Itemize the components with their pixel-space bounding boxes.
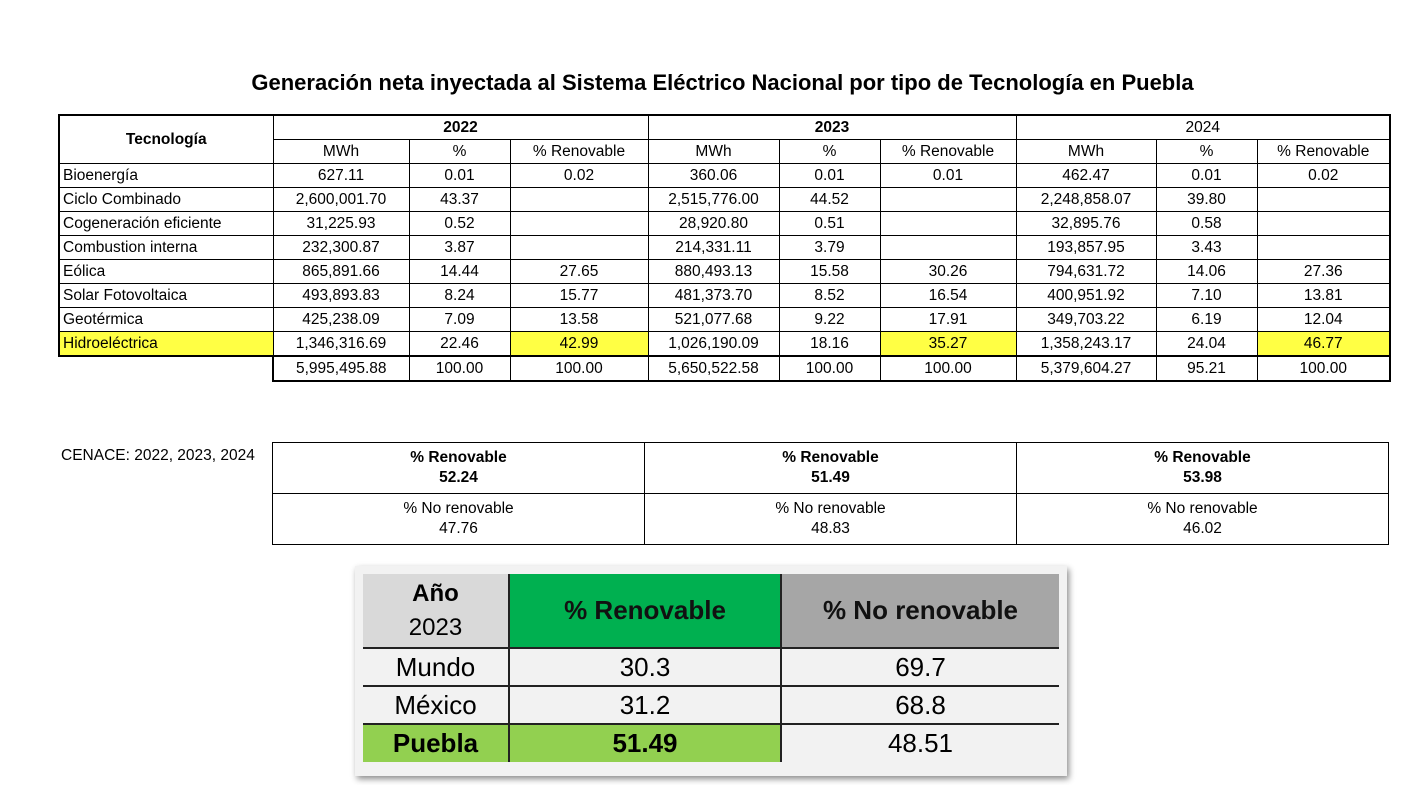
- table-cell: 22.46: [409, 332, 510, 357]
- table-cell: [880, 188, 1016, 212]
- table-cell: 18.16: [779, 332, 880, 357]
- total-cell: 100.00: [779, 356, 880, 381]
- comparison-image: [355, 566, 1067, 776]
- table-cell: 24.04: [1156, 332, 1257, 357]
- tech-name: Solar Fotovoltaica: [59, 284, 273, 308]
- table-cell: [510, 188, 648, 212]
- table-cell: 8.52: [779, 284, 880, 308]
- table-cell: [510, 212, 648, 236]
- table-cell: [1257, 236, 1390, 260]
- year-header-2024: 2024: [1016, 115, 1390, 140]
- table-row: [59, 284, 1390, 308]
- table-cell: 7.10: [1156, 284, 1257, 308]
- table-cell: 9.22: [779, 308, 880, 332]
- tech-name: Cogeneración eficiente: [59, 212, 273, 236]
- place-label: México: [363, 686, 509, 724]
- table-cell: 214,331.11: [648, 236, 779, 260]
- table-cell: 232,300.87: [273, 236, 409, 260]
- table-cell: 27.36: [1257, 260, 1390, 284]
- totals-row: [59, 356, 1390, 381]
- total-cell: 100.00: [1257, 356, 1390, 381]
- table-cell: 360.06: [648, 164, 779, 188]
- renewable-summary-table: [272, 442, 1389, 545]
- table-cell: [880, 212, 1016, 236]
- table-row: [59, 308, 1390, 332]
- table-cell: 16.54: [880, 284, 1016, 308]
- subheader-mwh: MWh: [648, 140, 779, 164]
- table-row: [59, 164, 1390, 188]
- table-cell: 1,026,190.09: [648, 332, 779, 357]
- page-title: Generación neta inyectada al Sistema Eléctrico Nacional por tipo de Tecnología en Puebla: [251, 70, 1194, 95]
- total-cell: 100.00: [409, 356, 510, 381]
- summary-no-renovable-2024: % No renovable 46.02: [1017, 494, 1389, 545]
- tech-name: Eólica: [59, 260, 273, 284]
- table-cell: 2,248,858.07: [1016, 188, 1156, 212]
- table-cell: [510, 236, 648, 260]
- summary-renovable-2024: % Renovable 53.98: [1017, 443, 1389, 494]
- table-cell: 865,891.66: [273, 260, 409, 284]
- table-cell: 627.11: [273, 164, 409, 188]
- table-cell: 0.52: [409, 212, 510, 236]
- place-label-puebla: Puebla: [363, 724, 509, 762]
- subheader-percent: %: [1156, 140, 1257, 164]
- table-row: [59, 236, 1390, 260]
- table-cell: 46.77: [1257, 332, 1390, 357]
- total-cell: 100.00: [510, 356, 648, 381]
- tech-name: Combustion interna: [59, 236, 273, 260]
- subheader-renovable: % Renovable: [510, 140, 648, 164]
- tech-name: Bioenergía: [59, 164, 273, 188]
- table-cell: 30.26: [880, 260, 1016, 284]
- table-cell: 425,238.09: [273, 308, 409, 332]
- table-row: [59, 212, 1390, 236]
- table-cell: 349,703.22: [1016, 308, 1156, 332]
- total-cell: 5,379,604.27: [1016, 356, 1156, 381]
- subheader-mwh: MWh: [273, 140, 409, 164]
- table-cell: 0.02: [510, 164, 648, 188]
- table-cell: 1,358,243.17: [1016, 332, 1156, 357]
- generation-table: [58, 114, 1391, 382]
- table-cell: 0.01: [409, 164, 510, 188]
- table-cell: 12.04: [1257, 308, 1390, 332]
- subheader-percent: %: [409, 140, 510, 164]
- tech-name: Geotérmica: [59, 308, 273, 332]
- table-cell: 3.79: [779, 236, 880, 260]
- renovable-value: 31.2: [509, 686, 781, 724]
- table-cell: 2,515,776.00: [648, 188, 779, 212]
- year-header-2022: 2022: [273, 115, 648, 140]
- table-cell: 15.77: [510, 284, 648, 308]
- comparison-table: [363, 574, 1059, 762]
- place-label: Mundo: [363, 648, 509, 686]
- table-cell: 462.47: [1016, 164, 1156, 188]
- table-cell: 193,857.95: [1016, 236, 1156, 260]
- table-cell: 794,631.72: [1016, 260, 1156, 284]
- no-renovable-value: 69.7: [781, 648, 1059, 686]
- table-cell: 0.51: [779, 212, 880, 236]
- table-cell: 8.24: [409, 284, 510, 308]
- table-cell: 481,373.70: [648, 284, 779, 308]
- table-cell: 31,225.93: [273, 212, 409, 236]
- table-cell: [1257, 188, 1390, 212]
- table-cell: 2,600,001.70: [273, 188, 409, 212]
- year-header-2023: 2023: [648, 115, 1016, 140]
- table-cell: 0.58: [1156, 212, 1257, 236]
- table-cell: 3.43: [1156, 236, 1257, 260]
- table-cell: 14.44: [409, 260, 510, 284]
- summary-no-renovable-2023: % No renovable 48.83: [645, 494, 1017, 545]
- total-cell: 95.21: [1156, 356, 1257, 381]
- total-cell: 5,995,495.88: [273, 356, 409, 381]
- table-cell: 3.87: [409, 236, 510, 260]
- table-cell: 32,895.76: [1016, 212, 1156, 236]
- table-cell: 0.01: [880, 164, 1016, 188]
- table-cell: 43.37: [409, 188, 510, 212]
- table-cell: 493,893.83: [273, 284, 409, 308]
- tech-name: Ciclo Combinado: [59, 188, 273, 212]
- table-cell: 39.80: [1156, 188, 1257, 212]
- table-cell: 44.52: [779, 188, 880, 212]
- subheader-percent: %: [779, 140, 880, 164]
- renovable-value-puebla: 51.49: [509, 724, 781, 762]
- table-cell: 17.91: [880, 308, 1016, 332]
- table-cell: 27.65: [510, 260, 648, 284]
- subheader-mwh: MWh: [1016, 140, 1156, 164]
- table-cell: [880, 236, 1016, 260]
- table-cell: 35.27: [880, 332, 1016, 357]
- renovable-header: % Renovable: [509, 574, 781, 648]
- tech-header: Tecnología: [59, 115, 273, 164]
- table-cell: 7.09: [409, 308, 510, 332]
- summary-renovable-2022: % Renovable 52.24: [273, 443, 645, 494]
- empty-cell: [59, 356, 273, 381]
- cenace-label: CENACE: 2022, 2023, 2024: [61, 447, 255, 464]
- no-renovable-value: 68.8: [781, 686, 1059, 724]
- table-cell: 1,346,316.69: [273, 332, 409, 357]
- total-cell: 5,650,522.58: [648, 356, 779, 381]
- subheader-renovable: % Renovable: [1257, 140, 1390, 164]
- table-cell: 28,920.80: [648, 212, 779, 236]
- table-cell: 0.01: [1156, 164, 1257, 188]
- table-cell: 521,077.68: [648, 308, 779, 332]
- table-cell: 42.99: [510, 332, 648, 357]
- year-cell: Año 2023: [363, 574, 509, 648]
- table-cell: 6.19: [1156, 308, 1257, 332]
- table-row: [59, 260, 1390, 284]
- no-renovable-header: % No renovable: [781, 574, 1059, 648]
- subheader-renovable: % Renovable: [880, 140, 1016, 164]
- summary-no-renovable-2022: % No renovable 47.76: [273, 494, 645, 545]
- table-cell: 400,951.92: [1016, 284, 1156, 308]
- table-cell: 0.02: [1257, 164, 1390, 188]
- tech-name: Hidroeléctrica: [59, 332, 273, 357]
- table-cell: 880,493.13: [648, 260, 779, 284]
- renovable-value: 30.3: [509, 648, 781, 686]
- table-cell: 13.81: [1257, 284, 1390, 308]
- table-cell: [1257, 212, 1390, 236]
- table-cell: 0.01: [779, 164, 880, 188]
- table-cell: 14.06: [1156, 260, 1257, 284]
- total-cell: 100.00: [880, 356, 1016, 381]
- table-cell: 13.58: [510, 308, 648, 332]
- no-renovable-value-puebla: 48.51: [887, 728, 954, 758]
- summary-renovable-2023: % Renovable 51.49: [645, 443, 1017, 494]
- table-cell: 15.58: [779, 260, 880, 284]
- table-row: [59, 332, 1390, 357]
- table-row: [59, 188, 1390, 212]
